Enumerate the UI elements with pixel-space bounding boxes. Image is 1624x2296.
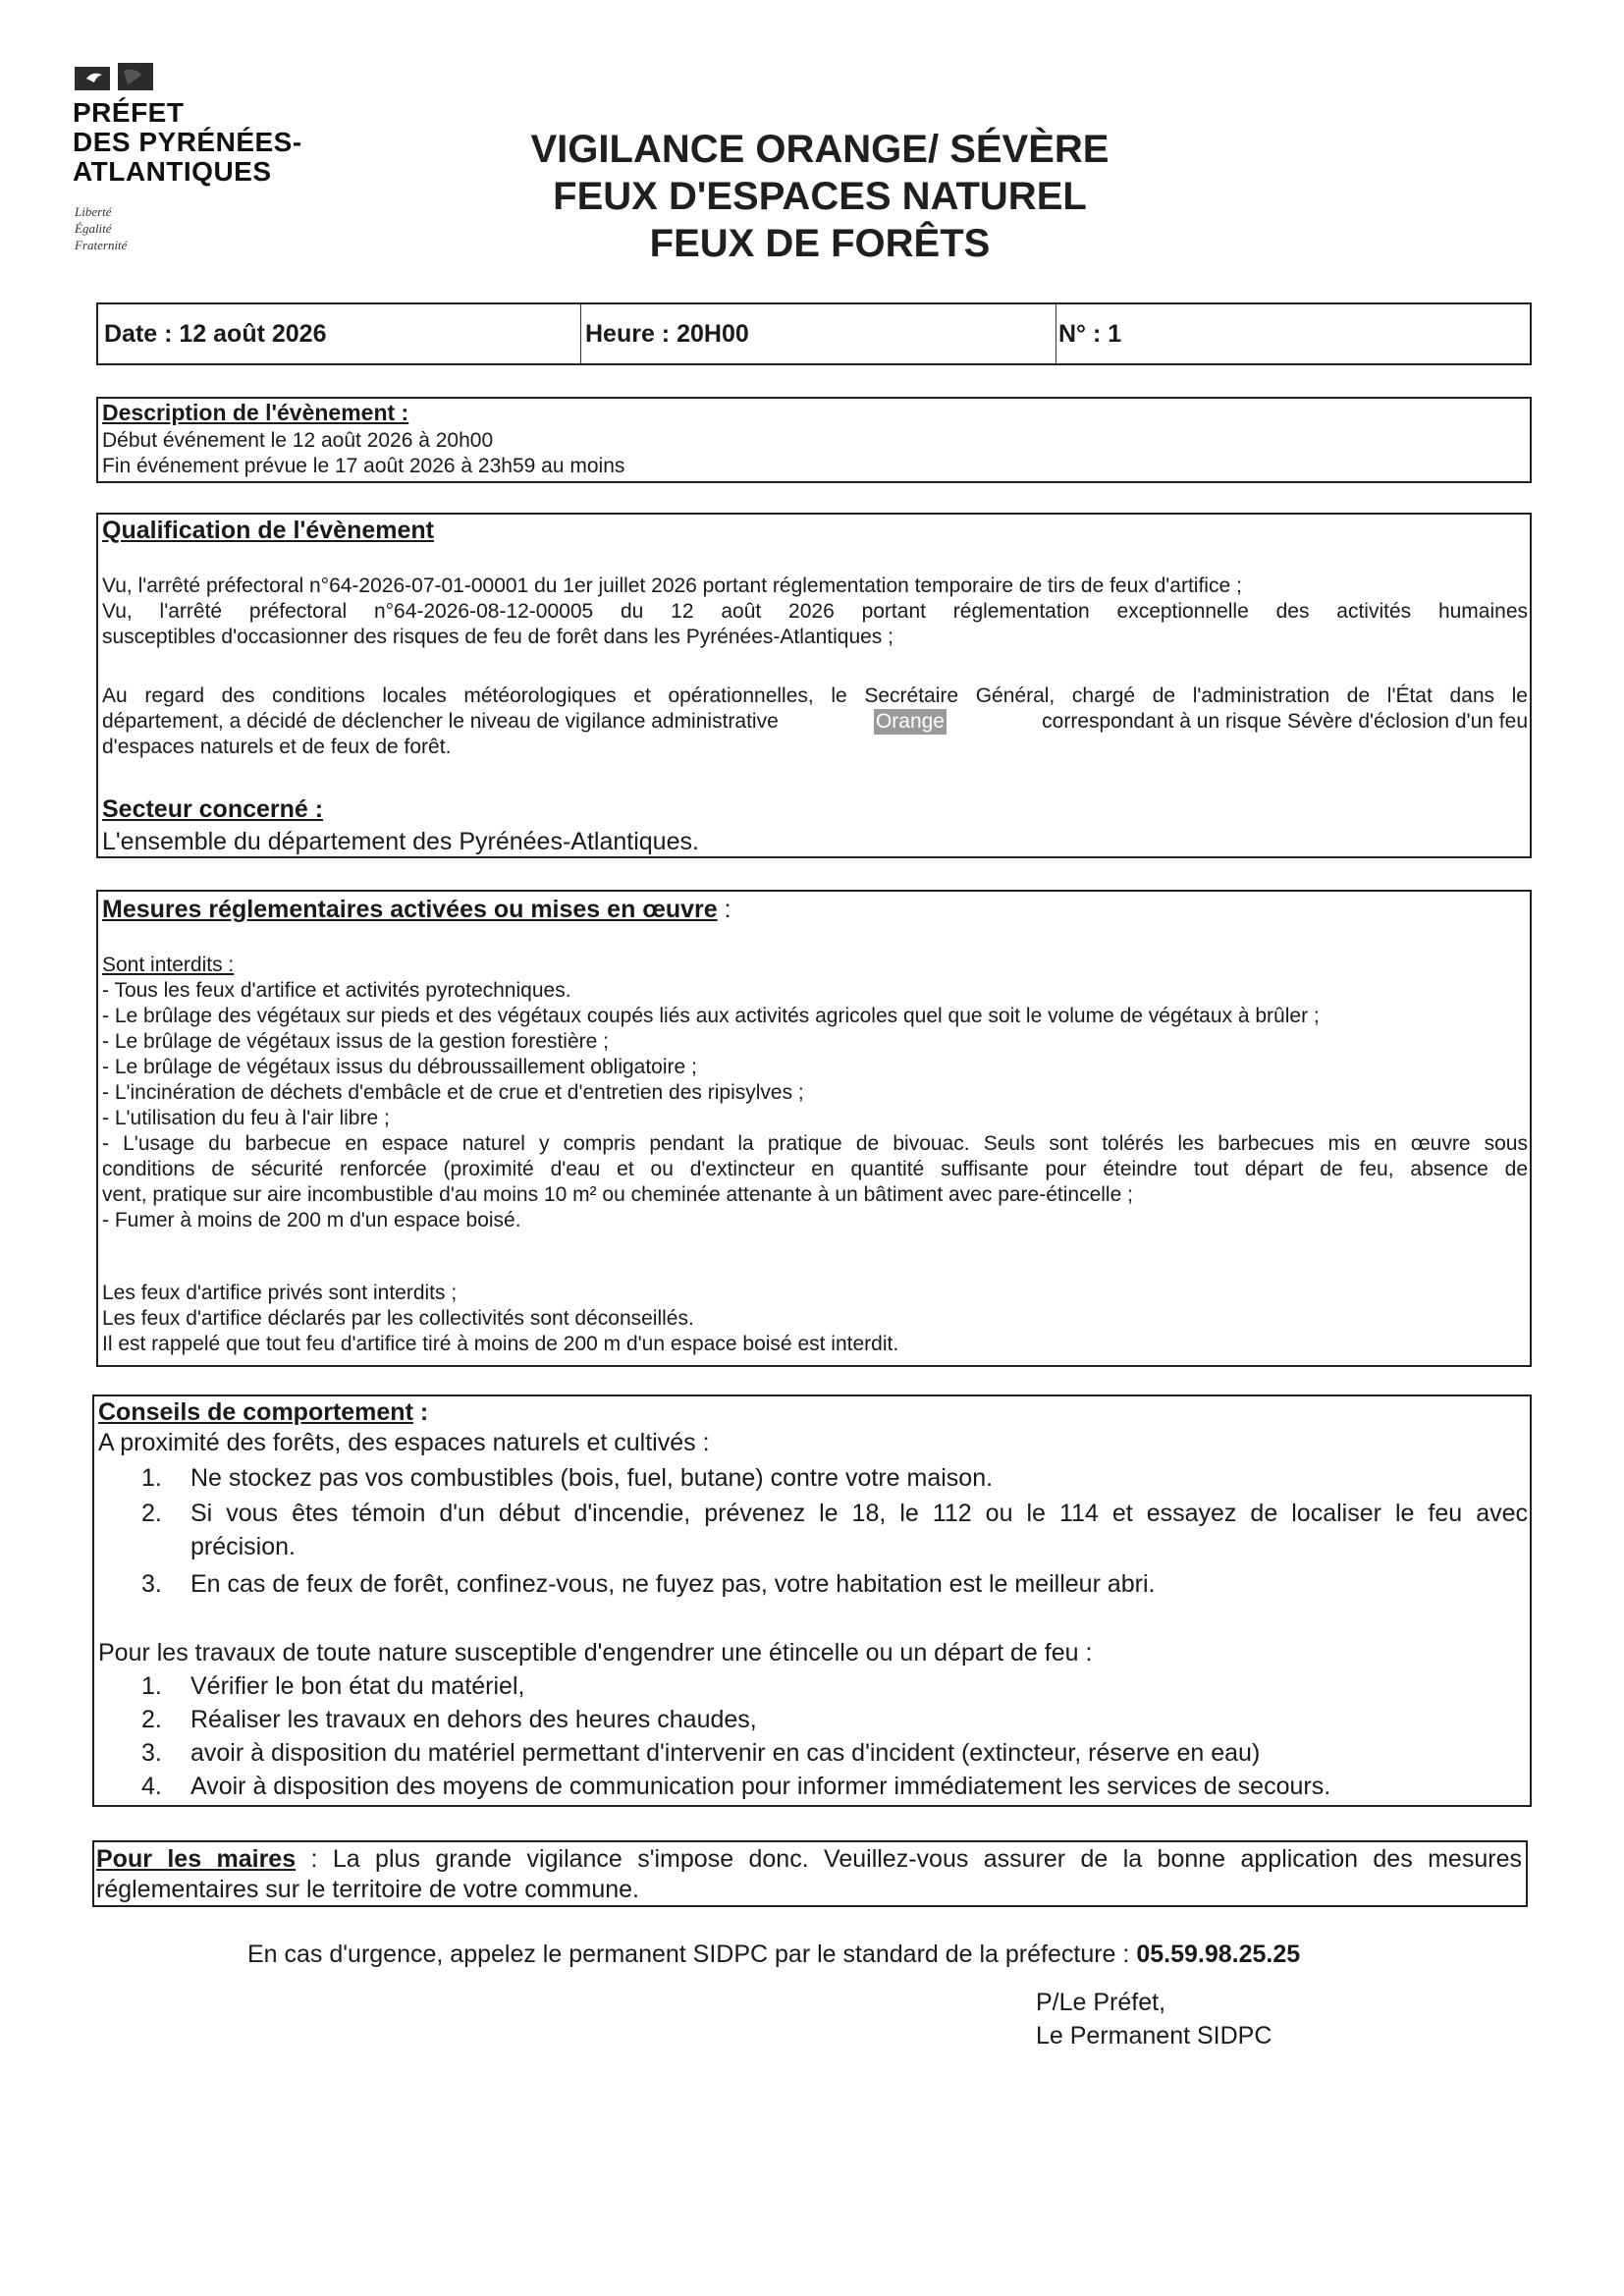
mesures-title: Mesures réglementaires activées ou mises en œuvre: [102, 896, 718, 923]
qualification-paragraph: d'espaces naturels et de feux de forêt.: [102, 736, 452, 758]
mesures-box: [96, 890, 1532, 1367]
list-number: 2.: [141, 1706, 162, 1733]
urgence-text: En cas d'urgence, appelez le permanent SIDPC par le standard de la préfecture :: [247, 1941, 1137, 1968]
qualification-box: [96, 513, 1532, 858]
title-line: VIGILANCE ORANGE/ SÉVÈRE: [530, 128, 1110, 171]
urgence-line: [247, 1941, 1300, 1969]
conseils-box: [92, 1394, 1532, 1807]
mesures-note: Il est rappelé que tout feu d'artifice tiré à moins de 200 m d'un espace boisé est interdit.: [102, 1333, 899, 1355]
numero-cell: N° : 1: [1058, 320, 1122, 348]
conseil-item: En cas de feux de forêt, confinez-vous, ne fuyez pas, votre habitation est le meilleur abri.: [190, 1570, 1156, 1598]
list-number: 3.: [141, 1570, 162, 1598]
maires-text-continued: réglementaires sur le territoire de votre commune.: [96, 1876, 640, 1903]
conseil-item: avoir à disposition du matériel permettant d'intervenir en cas d'incident (extincteur, réserve en eau): [190, 1739, 1261, 1767]
conseil-item: Réaliser les travaux en dehors des heures chaudes,: [190, 1706, 757, 1733]
interdit-item: - L'utilisation du feu à l'air libre ;: [102, 1107, 390, 1129]
conseil-item: Ne stockez pas vos combustibles (bois, fuel, butane) contre votre maison.: [190, 1464, 994, 1492]
cell-divider: [580, 304, 581, 363]
interdit-item: - L'incinération de déchets d'embâcle et de crue et d'entretien des ripisylves ;: [102, 1081, 804, 1104]
mesures-title-suffix: :: [717, 896, 731, 923]
issuer-line: ATLANTIQUES: [73, 156, 272, 187]
interdits-title: Sont interdits :: [102, 954, 235, 976]
issuer-line: PRÉFET: [73, 97, 185, 128]
conseils-intro: Pour les travaux de toute nature susceptible d'engendrer une étincelle ou un départ de feu :: [98, 1639, 1093, 1667]
secteur-title: Secteur concerné :: [102, 795, 324, 823]
conseils-heading: [98, 1398, 428, 1427]
interdit-item: - Le brûlage des végétaux sur pieds et des végétaux coupés liés aux activités agricoles quel que soit le volume de végétaux à brûler ;: [102, 1005, 1320, 1027]
text-segment: correspondant à un risque Sévère d'éclosion d'un feu: [1042, 710, 1528, 733]
signature-line: Le Permanent SIDPC: [1036, 2022, 1272, 2050]
interdit-item: conditions de sécurité renforcée (proximité d'eau et ou d'extincteur en quantité suffisante pour éteindre tout départ de feu, absence de: [102, 1158, 1528, 1180]
motto-line: Fraternité: [75, 238, 128, 252]
issuer-line: DES PYRÉNÉES-: [73, 127, 302, 157]
qualification-paragraph: susceptibles d'occasionner des risques de feu de forêt dans les Pyrénées-Atlantiques ;: [102, 626, 893, 648]
interdit-item: - L'usage du barbecue en espace naturel y compris pendant la pratique de bivouac. Seuls sont tolérés les barbecues mis en œuvre sous: [102, 1132, 1528, 1155]
conseil-item: Avoir à disposition des moyens de communication pour informer immédiatement les services de secours.: [190, 1773, 1331, 1800]
maires-line: [96, 1844, 1522, 1874]
maires-box: [92, 1840, 1528, 1907]
motto-line: Liberté: [75, 204, 112, 219]
interdit-item: - Fumer à moins de 200 m d'un espace boisé.: [102, 1209, 521, 1231]
list-number: 2.: [141, 1500, 162, 1527]
list-number: 1.: [141, 1672, 162, 1700]
mesures-heading: [102, 896, 731, 924]
conseil-item-continued: précision.: [190, 1533, 296, 1560]
qualification-paragraph: Vu, l'arrêté préfectoral n°64-2026-07-01-00001 du 1er juillet 2026 portant réglementation temporaire de tirs de feux d'artifice ;: [102, 574, 1242, 597]
vigilance-level-highlight: Orange: [875, 710, 945, 733]
qualification-paragraph: [102, 709, 1528, 735]
description-box: [96, 397, 1532, 483]
description-start: Début événement le 12 août 2026 à 20h00: [102, 429, 494, 452]
qualification-title: Qualification de l'évènement: [102, 517, 434, 544]
description-end: Fin événement prévue le 17 août 2026 à 23h59 au moins: [102, 455, 625, 477]
conseils-intro: A proximité des forêts, des espaces naturels et cultivés :: [98, 1429, 710, 1456]
list-number: 1.: [141, 1464, 162, 1492]
conseil-item: Si vous êtes témoin d'un début d'incendie, prévenez le 18, le 112 ou le 114 et essayez de localiser le feu avec: [190, 1500, 1528, 1527]
header-table: [96, 302, 1532, 365]
marianne-logo-icon: [75, 63, 153, 92]
interdit-item: - Le brûlage de végétaux issus du débroussaillement obligatoire ;: [102, 1056, 697, 1078]
mesures-note: Les feux d'artifice déclarés par les collectivités sont déconseillés.: [102, 1307, 694, 1330]
interdit-item: - Tous les feux d'artifice et activités pyrotechniques.: [102, 979, 571, 1002]
list-number: 3.: [141, 1739, 162, 1767]
document-title: [471, 126, 1168, 267]
interdit-item: - Le brûlage de végétaux issus de la gestion forestière ;: [102, 1030, 609, 1053]
text-segment: département, a décidé de déclencher le niveau de vigilance administrative: [102, 710, 779, 733]
motto-line: Égalité: [75, 221, 112, 236]
qualification-paragraph: Au regard des conditions locales météorologiques et opérationnelles, le Secrétaire Général, chargé de l'administration de l'État dans le: [102, 684, 1528, 707]
heure-cell: Heure : 20H00: [585, 320, 749, 348]
interdit-item: vent, pratique sur aire incombustible d'au moins 10 m² ou cheminée attenante à un bâtiment avec pare-étincelle ;: [102, 1183, 1133, 1206]
qualification-paragraph: Vu, l'arrêté préfectoral n°64-2026-08-12-00005 du 12 août 2026 portant réglementation exceptionnelle des activités humaines: [102, 600, 1528, 623]
title-line: FEUX D'ESPACES NATUREL: [553, 175, 1087, 218]
list-number: 4.: [141, 1773, 162, 1800]
description-title: Description de l'évènement :: [102, 400, 409, 425]
conseils-title: Conseils de comportement: [98, 1398, 413, 1426]
maires-title: Pour les maires: [96, 1845, 297, 1873]
date-cell: Date : 12 août 2026: [104, 320, 327, 348]
conseils-title-suffix: :: [412, 1398, 429, 1426]
conseil-item: Vérifier le bon état du matériel,: [190, 1672, 525, 1700]
signature-line: P/Le Préfet,: [1036, 1989, 1166, 2016]
mesures-note: Les feux d'artifice privés sont interdits ;: [102, 1282, 458, 1304]
republic-motto: [75, 203, 127, 253]
signature-block: [1036, 1986, 1272, 2052]
secteur-text: L'ensemble du département des Pyrénées-Atlantiques.: [102, 828, 699, 855]
title-line: FEUX DE FORÊTS: [649, 222, 991, 265]
urgence-phone: 05.59.98.25.25: [1136, 1941, 1301, 1968]
issuer-name: [73, 98, 302, 187]
maires-text: : La plus grande vigilance s'impose donc. Veuillez-vous assurer de la bonne application des mesures: [296, 1845, 1522, 1873]
